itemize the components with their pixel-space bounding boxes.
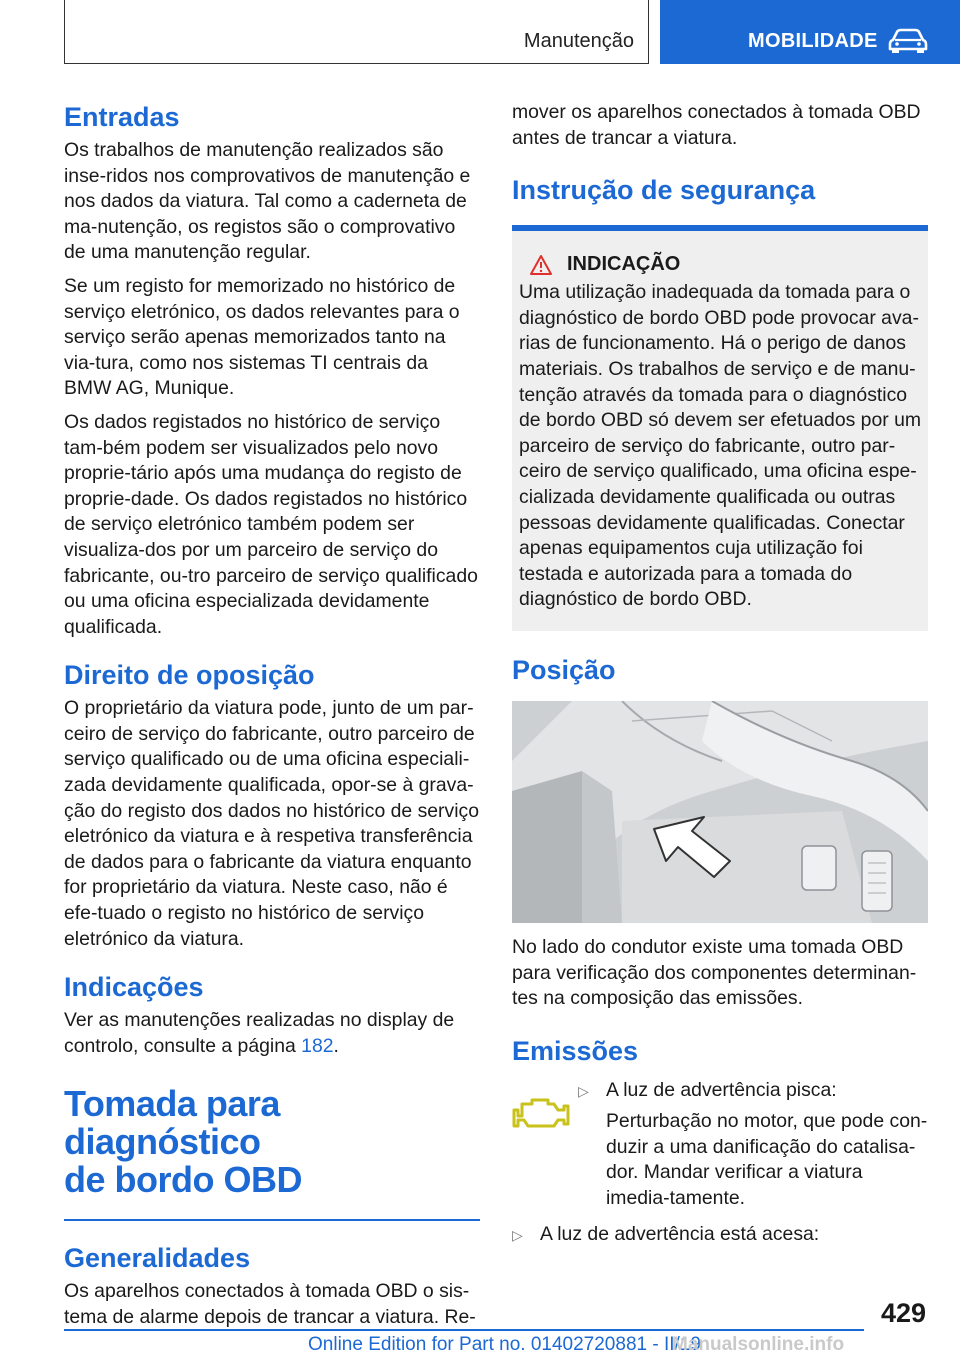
heading-indicacoes: Indicações [64,972,204,1003]
indicacoes-tail: . [333,1034,339,1057]
heading-instrucao-seguranca: Instrução de segurança [512,175,816,206]
footer-rule [64,1329,864,1331]
generalidades-paragraph: Os aparelhos conectados à tomada OBD o sis-tema de alarme depois de trancar a viatura. Re- [64,1280,476,1328]
header-chapter-box [660,0,960,64]
right-column [512,100,928,1247]
bullet-triangle-icon: ▷ [578,1082,589,1099]
warning-label: INDICAÇÃO [567,253,681,276]
section-rule [64,1219,480,1221]
engine-warning-icon [512,1094,570,1132]
section-title: Manutenção [523,30,634,52]
obd-position-photo [512,701,928,923]
bullet-2-text: A luz de advertência está acesa: [540,1222,820,1245]
heading-posicao: Posição [512,654,616,685]
continuation-paragraph: mover os aparelhos conectados à tomada OBD antes de trancar a viatura. [512,101,921,149]
emissoes-item-1 [512,1078,928,1212]
direito-paragraph: O proprietário da viatura pode, junto de um par-ceiro de serviço do fabricante, outro parceiro de serviço qualificado ou de uma oficina especiali-zada devidamente qualificada, opor-se à grava-ção do registo dos dados no histórico de serviço eletrónico da viatura e à respetiva transferência de dados para o fabricante da viatura enquanto for proprietário da viatura. Neste caso, não é efe-tuado o registo no histórico de serviço eletrónico da viatura. [64,697,479,950]
heading-tomada-obd [64,1085,480,1199]
warning-text: Uma utilização inadequada da tomada para o diagnóstico de bordo OBD pode provocar ava-rias de funcionamento. Há o perigo de danos materiais. Os trabalhos de serviço e de manu-tenção através da tomada para o diagnóstico de bordo OBD só devem ser efetuados por um parceiro de serviço do fabricante, outro par-ceiro de serviço qualificado, uma oficina espe-cializada devidamente qualificada ou outras pessoas devidamente qualificadas. Conectar apenas equipamentos cuja utilização foi testada e autorizada para a tomada do diagnóstico de bordo OBD. [519,281,922,611]
posicao-caption: No lado do condutor existe uma tomada OBD para verificação dos componentes determinan-tes na composição das emissões. [512,935,917,1010]
footer-edition: Online Edition for Part no. 01402720881 - II/19 [308,1334,701,1355]
obd-photo-illustration [512,701,928,923]
indicacoes-text: Ver as manutenções realizadas no display de controlo, consulte a página [64,1009,455,1057]
heading-tomada-line-2: de bordo OBD [64,1159,302,1201]
warning-header [529,253,922,276]
entradas-paragraph-2: Se um registo for memorizado no histórico de serviço eletrónico, os dados relevantes para o serviço serão apenas memorizados tanto na via-tura, como nos sistemas TI centrais da BMW AG, Munique. [64,274,460,400]
heading-tomada-line-1: Tomada para diagnóstico [64,1083,280,1163]
emissoes-bullet-2 [512,1222,928,1248]
chapter-title: MOBILIDADE [748,30,878,52]
bullet-1-detail: Perturbação no motor, que pode con-duzir a uma danificação do catalisa-dor. Mandar verificar a viatura imedia-tamente. [606,1110,928,1210]
emissoes-bullet-1 [578,1078,928,1104]
bullet-triangle-icon: ▷ [512,1226,523,1243]
footer-watermark: Manualsonline.info [672,1334,845,1355]
page-number: 429 [880,1298,926,1328]
heading-emissoes: Emissões [512,1035,639,1066]
bullet-1-text: A luz de advertência pisca: [606,1078,837,1101]
header-section-box [64,0,649,64]
warning-box [512,231,928,631]
entradas-paragraph-3: Os dados registados no histórico de serviço tam-bém podem ser visualizados pelo novo proprie-tário após uma mudança do registo de proprie-dade. Os dados registados no histórico de serviço eletrónico também podem ser visualiza-dos por um parceiro de serviço do fabricante, ou-tro parceiro de serviço qualificado ou uma oficina especializada devidamente qualificada. [64,410,478,638]
warning-triangle-icon [529,254,553,276]
heading-direito-oposicao: Direito de oposição [64,660,315,691]
left-column [64,100,480,1331]
heading-generalidades: Generalidades [64,1243,251,1274]
indicacoes-paragraph [64,1008,480,1059]
car-icon [888,28,928,54]
entradas-paragraph-1: Os trabalhos de manutenção realizados são inse-ridos nos comprovativos de manutenção e nos dados da viatura. Tal como a caderneta de ma-nutenção, os registos são o comprovativo de uma manutenção regular. [64,139,471,264]
heading-entradas: Entradas [64,102,180,132]
page-reference-link[interactable]: 182 [301,1034,334,1057]
